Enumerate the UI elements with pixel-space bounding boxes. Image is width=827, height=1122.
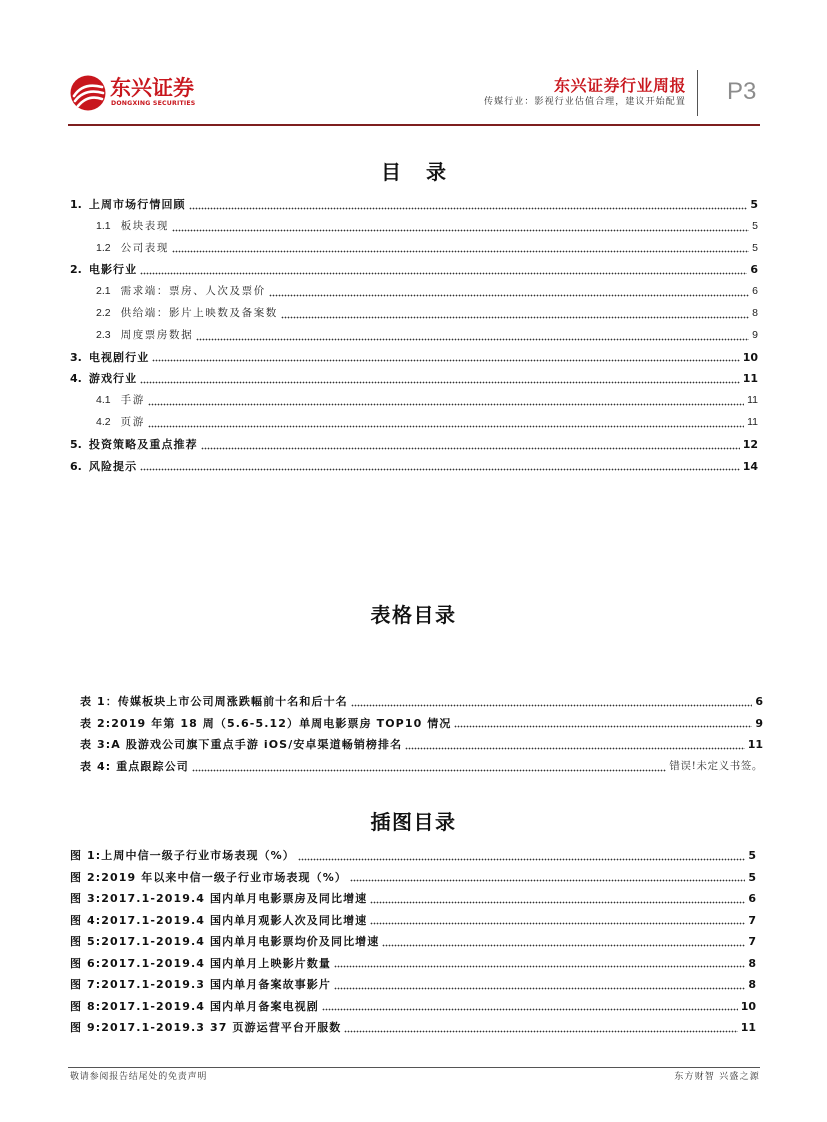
toc-leader-dots <box>350 879 745 882</box>
tables-toc-entry-1[interactable] <box>80 691 763 713</box>
toc-entry-page: 9 <box>752 328 758 341</box>
figures-toc-entry-6[interactable] <box>70 953 756 975</box>
figures-toc-entry-1[interactable] <box>70 845 756 867</box>
toc-leader-dots <box>370 901 745 904</box>
toc-leader-dots <box>269 294 749 297</box>
toc-entry-page: 7 <box>748 913 756 927</box>
header-rule <box>68 124 760 126</box>
figures-toc <box>70 845 756 1039</box>
toc-entry-title: 周度票房数据 <box>120 328 194 341</box>
toc-entry-2-2[interactable] <box>70 303 758 325</box>
toc-leader-dots <box>351 704 753 707</box>
toc-entry-title: 板块表现 <box>120 219 170 232</box>
toc-entry-title: 手游 <box>120 394 145 407</box>
figures-toc-entry-5[interactable] <box>70 931 756 953</box>
toc-entry-page: 5 <box>748 870 756 884</box>
toc-leader-dots <box>454 725 752 728</box>
toc-entry-page: 11 <box>742 372 758 386</box>
toc-leader-dots <box>405 747 744 750</box>
toc-entry-title: 表 3:A 股游戏公司旗下重点手游 iOS/安卓渠道畅销榜排名 <box>80 738 403 752</box>
toc-leader-dots <box>344 1030 737 1033</box>
footer-slogan: 东方财智 兴盛之源 <box>674 1072 760 1082</box>
toc-leader-dots <box>370 922 745 925</box>
tables-toc-entry-4[interactable] <box>80 756 763 778</box>
figures-toc-entry-2[interactable] <box>70 867 756 889</box>
footer-rule <box>68 1067 760 1068</box>
toc-leader-dots <box>140 468 739 471</box>
figures-toc-entry-7[interactable] <box>70 974 756 996</box>
dongxing-logo-icon <box>70 75 106 111</box>
toc-entry-title: 需求端：票房、人次及票价 <box>120 285 266 298</box>
toc-entry-page: 11 <box>747 394 758 407</box>
toc-leader-dots <box>298 858 745 861</box>
toc-entry-number: 3. <box>70 350 82 364</box>
toc-entry-6[interactable] <box>70 456 758 478</box>
toc-entry-title: 表 1：传媒板块上市公司周涨跌幅前十名和后十名 <box>80 694 348 708</box>
toc-entry-number: 6. <box>70 459 82 473</box>
toc-leader-dots <box>148 425 744 428</box>
toc-entry-page: 8 <box>748 956 756 970</box>
toc-leader-dots <box>334 965 745 968</box>
toc-leader-dots <box>172 250 749 253</box>
toc-entry-1-1[interactable] <box>70 216 758 238</box>
toc-entry-title: 图 1:上周中信一级子行业市场表现（%） <box>70 849 295 862</box>
toc-entry-title: 图 6:2017.1-2019.4 国内单月上映影片数量 <box>70 956 331 970</box>
toc-entry-page: 11 <box>740 1021 756 1034</box>
toc-entry-title: 供给端：影片上映数及备案数 <box>120 306 278 319</box>
toc-entry-3[interactable] <box>70 347 758 369</box>
toc-entry-title: 图 9:2017.1-2019.3 37 页游运营平台开服数 <box>70 1021 342 1034</box>
toc-leader-dots <box>140 272 747 275</box>
footer-disclaimer: 敬请参阅报告结尾处的免责声明 <box>70 1072 208 1082</box>
toc-entry-title: 公司表现 <box>120 241 170 254</box>
page-number: P3 <box>727 78 757 105</box>
toc-entry-2-1[interactable] <box>70 281 758 303</box>
toc-entry-page: 11 <box>747 415 758 428</box>
toc-entry-number: 5. <box>70 437 82 451</box>
toc-entry-number: 1.1 <box>96 219 111 232</box>
toc-entry-title: 图 8:2017.1-2019.4 国内单月备案电视剧 <box>70 999 319 1013</box>
toc-entry-4-2[interactable] <box>70 412 758 434</box>
toc-title: 目 录 <box>381 160 446 184</box>
toc-entry-number: 4. <box>70 372 82 386</box>
toc-entry-number: 2.1 <box>96 285 111 298</box>
toc-entry-number: 4.2 <box>96 415 111 428</box>
toc-entry-5[interactable] <box>70 434 758 456</box>
toc-entry-title: 电视剧行业 <box>88 350 150 364</box>
toc-leader-dots <box>148 403 744 406</box>
header-divider <box>697 70 698 116</box>
toc-leader-dots <box>172 229 749 232</box>
toc-leader-dots <box>152 359 739 362</box>
toc-entry-title: 图 3:2017.1-2019.4 国内单月电影票房及同比增速 <box>70 892 368 905</box>
figures-toc-entry-9[interactable] <box>70 1017 756 1039</box>
toc-leader-dots <box>192 769 667 772</box>
toc-entry-number: 2.2 <box>96 306 111 319</box>
figures-toc-entry-8[interactable] <box>70 996 756 1018</box>
toc-entry-page: 6 <box>755 694 763 708</box>
toc-entry-number: 1. <box>70 198 82 211</box>
toc-entry-title: 投资策略及重点推荐 <box>88 437 198 451</box>
toc-entry-page: 5 <box>750 198 758 211</box>
toc-leader-dots <box>322 1008 738 1011</box>
tables-toc <box>80 691 763 778</box>
toc-leader-dots <box>196 338 749 341</box>
toc-entry-page: 11 <box>747 738 763 752</box>
toc-entry-page: 6 <box>750 263 758 277</box>
toc-entry-title: 图 4:2017.1-2019.4 国内单月观影人次及同比增速 <box>70 913 368 927</box>
toc-entry-page: 7 <box>748 935 756 948</box>
toc-entry-page: 5 <box>752 219 758 232</box>
toc-entry-title: 上周市场行情回顾 <box>88 198 186 211</box>
toc-leader-dots <box>189 207 748 210</box>
toc-entry-4-1[interactable] <box>70 390 758 412</box>
toc-entry-page: 6 <box>752 285 758 298</box>
toc-entry-page: 10 <box>740 999 756 1013</box>
toc-entry-page: 9 <box>755 716 763 730</box>
toc-entry-page: 8 <box>752 306 758 319</box>
toc-entry-number: 1.2 <box>96 241 111 254</box>
toc-entry-page: 6 <box>748 892 756 905</box>
toc-entry-page: 10 <box>742 350 758 364</box>
toc-entry-title: 电影行业 <box>88 263 138 277</box>
figures-toc-title: 插图目录 <box>370 810 457 834</box>
report-subtitle: 传媒行业：影视行业估值合理，建议开始配置 <box>483 97 686 107</box>
toc-entry-1-2[interactable] <box>70 238 758 260</box>
toc-entry-number: 2.3 <box>96 328 111 341</box>
toc-entry-1[interactable] <box>70 194 758 216</box>
toc-entry-title: 图 2:2019 年以来中信一级子行业市场表现（%） <box>70 870 347 884</box>
toc-entry-page-error: 错误!未定义书签。 <box>669 760 763 773</box>
tables-toc-title: 表格目录 <box>370 603 457 627</box>
toc-entry-title: 表 2:2019 年第 18 周（5.6-5.12）单周电影票房 TOP10 情况 <box>80 716 452 730</box>
toc-entry-title: 图 7:2017.1-2019.3 国内单月备案故事影片 <box>70 978 331 991</box>
tables-toc-entry-2[interactable] <box>80 713 763 735</box>
toc-entry-2[interactable] <box>70 259 758 281</box>
toc-entry-page: 12 <box>742 437 758 451</box>
figures-toc-entry-4[interactable] <box>70 910 756 932</box>
figures-toc-entry-3[interactable] <box>70 888 756 910</box>
toc-entry-page: 14 <box>742 459 758 473</box>
toc-entry-page: 8 <box>748 978 756 991</box>
brand-name-english: DONGXING SECURITIES <box>111 100 196 107</box>
brand-name: 东兴证券 <box>110 76 194 100</box>
toc-entry-title: 风险提示 <box>88 459 138 473</box>
toc-entry-number: 4.1 <box>96 394 111 407</box>
toc-leader-dots <box>201 447 740 450</box>
report-type: 东兴证券行业周报 <box>553 76 686 95</box>
toc-leader-dots <box>334 987 745 990</box>
toc-entry-title: 页游 <box>120 415 145 428</box>
toc-entry-4[interactable] <box>70 368 758 390</box>
toc-entry-number: 2. <box>70 263 82 277</box>
toc-entry-page: 5 <box>752 241 758 254</box>
toc-leader-dots <box>140 381 739 384</box>
toc-entry-title: 图 5:2017.1-2019.4 国内单月电影票均价及同比增速 <box>70 935 380 948</box>
tables-toc-entry-3[interactable] <box>80 734 763 756</box>
toc-leader-dots <box>281 316 749 319</box>
toc-entry-2-3[interactable] <box>70 325 758 347</box>
toc-entry-title: 游戏行业 <box>88 372 138 386</box>
toc-entry-page: 5 <box>748 849 756 862</box>
toc-leader-dots <box>382 944 745 947</box>
table-of-contents <box>70 194 758 477</box>
toc-entry-title: 表 4: 重点跟踪公司 <box>80 760 189 774</box>
